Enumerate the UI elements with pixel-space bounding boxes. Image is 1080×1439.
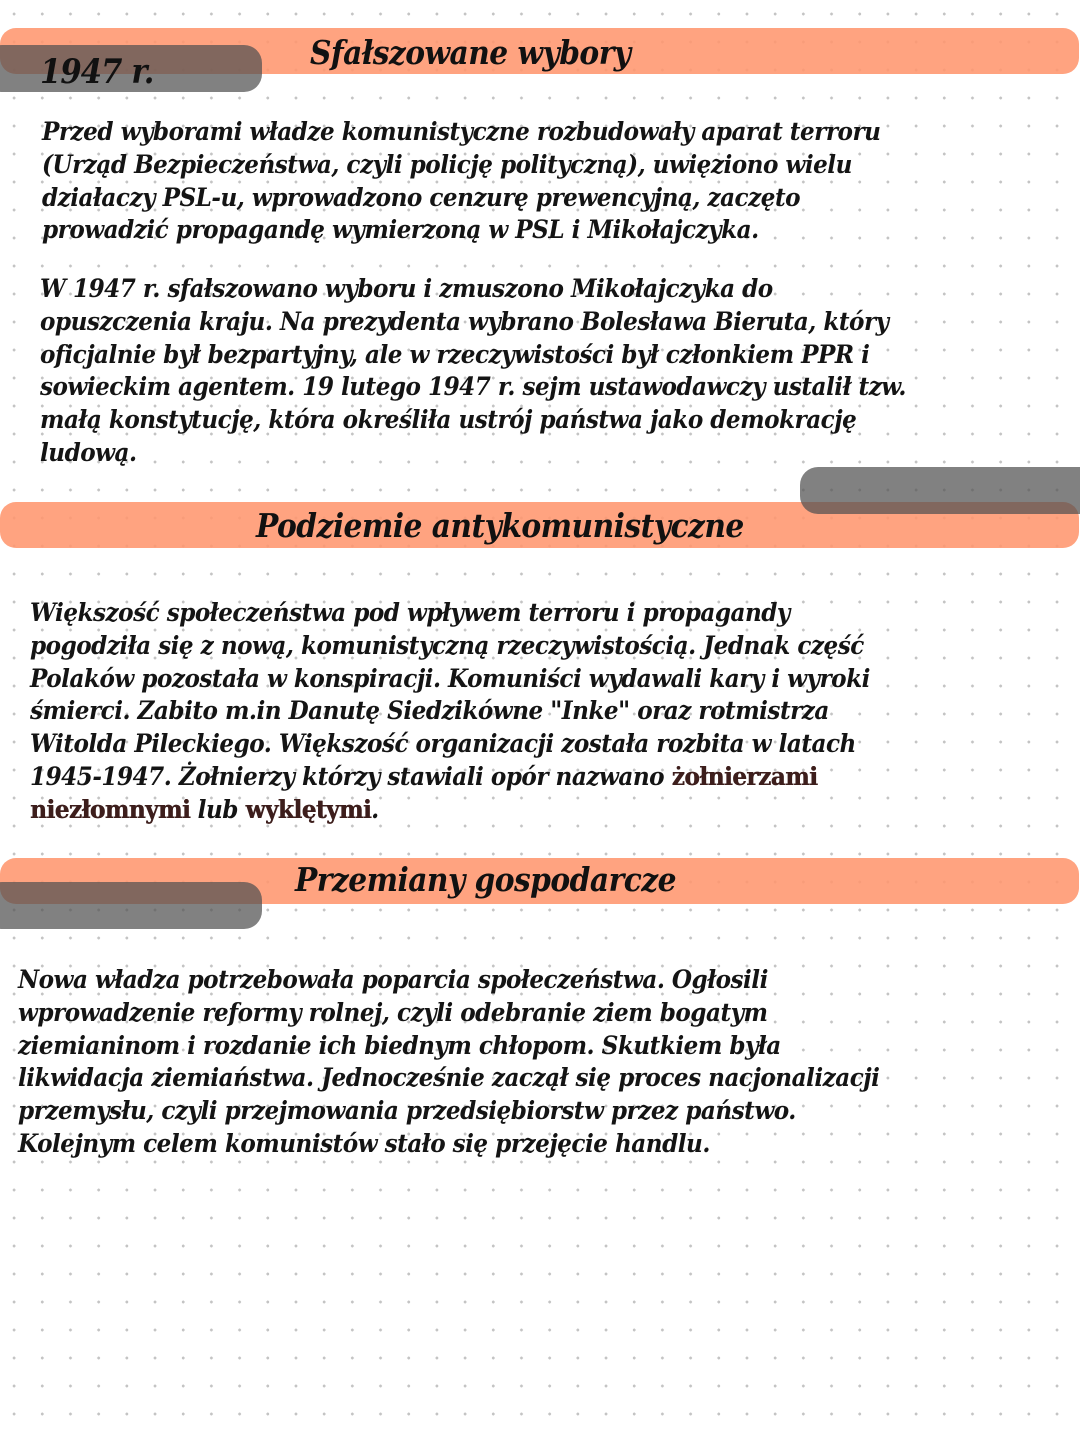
- section3-accent-bar: [0, 882, 262, 929]
- section1-paragraph2: [40, 273, 906, 470]
- section1-title: Sfałszowane wybory: [310, 33, 631, 72]
- text-line: śmierci. Zabito m.in Danutę Siedzikówne "Inke" oraz rotmistrza: [30, 696, 829, 726]
- text-line: działaczy PSL-u, wprowadzono cenzurę prewencyjną, zaczęto: [42, 182, 801, 212]
- text-line: ludową.: [40, 437, 137, 467]
- section1-paragraph1: [42, 116, 880, 247]
- text-segment: .: [371, 794, 379, 824]
- highlighted-term: wyklętymi: [245, 794, 372, 824]
- section2-accent-bar: [800, 467, 1080, 514]
- text-line: Przed wyborami władze komunistyczne rozbudowały aparat terroru: [42, 117, 881, 146]
- text-segment: lub: [190, 794, 246, 824]
- section2-paragraph: [30, 597, 870, 827]
- highlighted-term: niezłomnymi: [30, 794, 191, 824]
- text-line: prowadzić propagandę wymierzoną w PSL i Mikołajczyka.: [42, 215, 759, 245]
- text-line: likwidacja ziemiaństwa. Jednocześnie zaczął się proces nacjonalizacji: [18, 1063, 880, 1093]
- text-line: małą konstytucję, która określiła ustrój państwa jako demokrację: [40, 405, 857, 435]
- section1-year-label: 1947 r.: [40, 52, 154, 92]
- section3-paragraph: [18, 964, 879, 1161]
- text-line: W 1947 r. sfałszowano wyboru i zmuszono Mikołajczyka do: [40, 274, 773, 303]
- text-line: Większość społeczeństwa pod wpływem terroru i propagandy: [30, 598, 790, 627]
- text-line: Witolda Pileckiego. Większość organizacji została rozbita w latach: [30, 729, 856, 759]
- highlighted-term: żołnierzami: [671, 761, 818, 791]
- text-line: [30, 761, 870, 794]
- text-line: ziemianinom i rozdanie ich biednym chłopom. Skutkiem była: [18, 1030, 781, 1060]
- text-line: Polaków pozostała w konspiracji. Komuniści wydawali kary i wyroki: [30, 663, 870, 693]
- text-line: Nowa władza potrzebowała poparcia społeczeństwa. Ogłosili: [18, 965, 768, 994]
- text-line: sowieckim agentem. 19 lutego 1947 r. sejm ustawodawczy ustalił tzw.: [40, 372, 906, 402]
- text-line: pogodziła się z nową, komunistyczną rzeczywistością. Jednak część: [30, 630, 864, 660]
- text-segment: 1945-1947. Żołnierzy którzy stawiali opór nazwano: [30, 761, 672, 791]
- text-line: przemysłu, czyli przejmowania przedsiębiorstw przez państwo.: [18, 1096, 796, 1126]
- text-line: wprowadzenie reformy rolnej, czyli odebranie ziem bogatym: [18, 997, 768, 1027]
- section2-title: Podziemie antykomunistyczne: [256, 506, 744, 545]
- text-line: (Urząd Bezpieczeństwa, czyli policję polityczną), uwięziono wielu: [42, 149, 852, 179]
- text-line: [30, 794, 870, 827]
- text-line: Kolejnym celem komunistów stało się przejęcie handlu.: [18, 1128, 710, 1158]
- text-line: opuszczenia kraju. Na prezydenta wybrano Bolesława Bieruta, który: [40, 306, 889, 336]
- text-line: oficjalnie był bezpartyjny, ale w rzeczywistości był członkiem PPR i: [40, 339, 870, 369]
- section3-title: Przemiany gospodarcze: [295, 860, 676, 899]
